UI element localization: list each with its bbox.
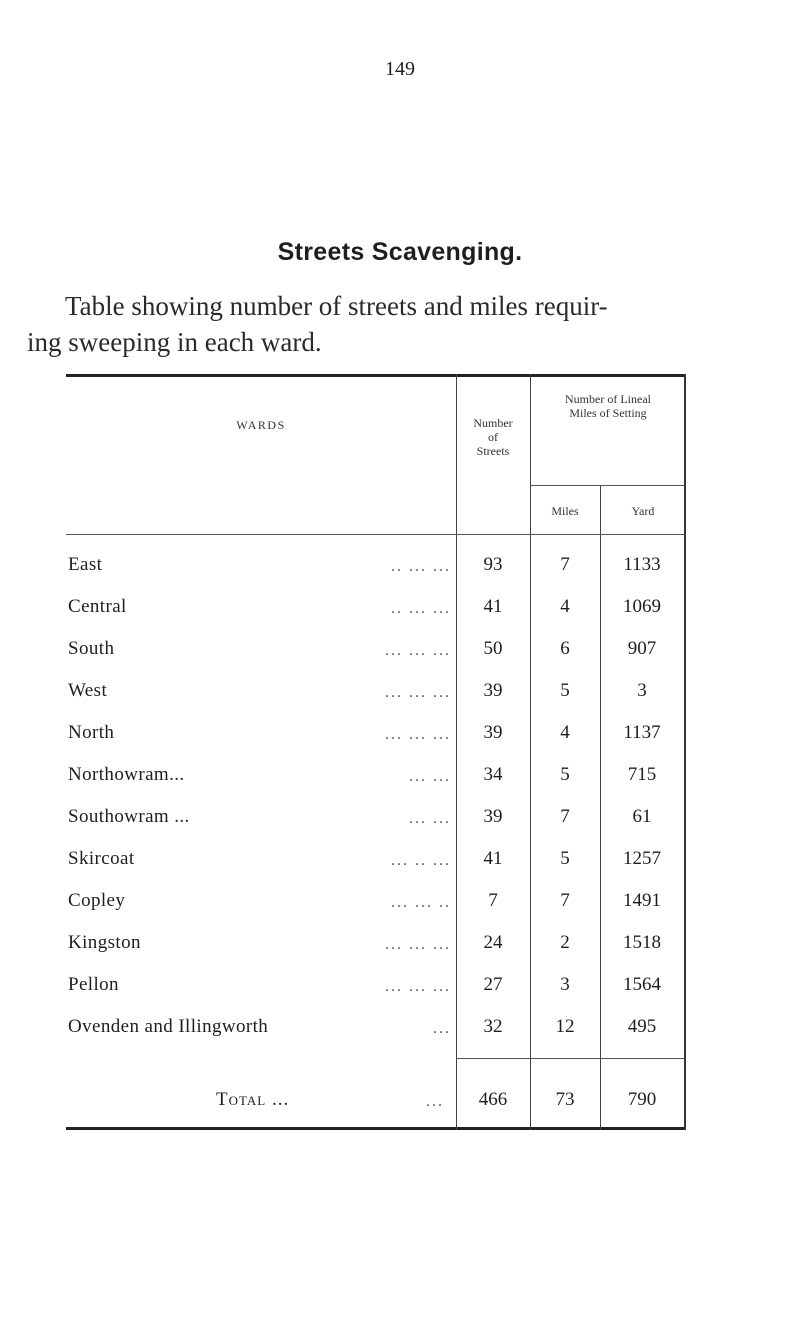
streets-count: 50 xyxy=(483,638,503,659)
ward-name: Copley xyxy=(68,890,126,911)
leader-dots: ... .. ... xyxy=(391,852,451,869)
streets-count: 39 xyxy=(483,680,503,701)
yards-value: 3 xyxy=(637,680,647,701)
miles-value: 7 xyxy=(560,554,570,575)
table-row xyxy=(66,638,686,678)
page-title: Streets Scavenging. xyxy=(277,238,523,266)
lineal-header-line: Miles of Setting xyxy=(569,406,647,420)
total-label: Total ... xyxy=(216,1089,290,1110)
yards-value: 907 xyxy=(627,638,657,659)
yards-value: 1564 xyxy=(623,974,661,995)
ward-name: Southowram ... xyxy=(68,806,190,827)
streets-count: 41 xyxy=(483,848,503,869)
total-rule xyxy=(456,1058,686,1059)
yards-value: 1137 xyxy=(623,722,661,743)
streets-header-line: Streets xyxy=(476,444,510,458)
miles-value: 4 xyxy=(560,596,570,617)
wards-header: WARDS xyxy=(236,418,286,432)
total-yards: 790 xyxy=(627,1089,657,1110)
streets-count: 39 xyxy=(483,806,503,827)
streets-header xyxy=(456,416,530,458)
yards-value: 1133 xyxy=(623,554,661,575)
ward-name: West xyxy=(68,680,108,701)
miles-value: 2 xyxy=(560,932,570,953)
streets-header-line: Number xyxy=(473,416,513,430)
yards-value: 715 xyxy=(627,764,657,785)
miles-value: 4 xyxy=(560,722,570,743)
ward-name: Kingston xyxy=(68,932,141,953)
table-row xyxy=(66,806,686,846)
streets-count: 34 xyxy=(483,764,503,785)
intro-line-1: Table showing number of streets and miles requir- xyxy=(65,291,608,321)
streets-count: 32 xyxy=(483,1016,503,1037)
miles-value: 6 xyxy=(560,638,570,659)
leader-dots: ... ... .. xyxy=(391,894,451,911)
leader-dots: ... xyxy=(426,1093,444,1110)
table-row xyxy=(66,1016,686,1056)
table-row xyxy=(66,974,686,1014)
leader-dots: ... ... ... xyxy=(385,684,451,701)
leader-dots: ... ... xyxy=(409,768,451,785)
table-row xyxy=(66,764,686,804)
ward-name: East xyxy=(68,554,103,575)
streets-count: 93 xyxy=(483,554,503,575)
ward-name: Pellon xyxy=(68,974,119,995)
ward-name: North xyxy=(68,722,115,743)
yards-value: 1069 xyxy=(623,596,661,617)
ward-name: South xyxy=(68,638,115,659)
miles-header: Miles xyxy=(551,504,579,518)
leader-dots: ... ... ... xyxy=(385,642,451,659)
leader-dots: .. ... ... xyxy=(391,558,451,575)
miles-value: 5 xyxy=(560,680,570,701)
total-miles: 73 xyxy=(555,1089,575,1110)
total-streets: 466 xyxy=(478,1089,508,1110)
yards-value: 61 xyxy=(632,806,652,827)
streets-count: 27 xyxy=(483,974,503,995)
streets-count: 7 xyxy=(488,890,498,911)
intro-line-2: ing sweeping in each ward. xyxy=(27,327,322,357)
miles-value: 12 xyxy=(555,1016,575,1037)
ward-name: Skircoat xyxy=(68,848,135,869)
yard-header: Yard xyxy=(631,504,655,518)
header-rule xyxy=(66,534,686,535)
streets-count: 24 xyxy=(483,932,503,953)
table-row xyxy=(66,680,686,720)
streets-table xyxy=(66,374,686,1130)
streets-header-line: of xyxy=(488,430,498,444)
ward-name: Northowram... xyxy=(68,764,185,785)
leader-dots: ... ... ... xyxy=(385,978,451,995)
streets-count: 39 xyxy=(483,722,503,743)
miles-value: 7 xyxy=(560,806,570,827)
leader-dots: ... ... xyxy=(409,810,451,827)
ward-name: Central xyxy=(68,596,127,617)
ward-name: Ovenden and Illingworth xyxy=(68,1016,269,1037)
miles-value: 5 xyxy=(560,848,570,869)
leader-dots: ... xyxy=(433,1020,451,1037)
miles-value: 3 xyxy=(560,974,570,995)
yards-value: 1257 xyxy=(623,848,661,869)
total-row xyxy=(66,1089,686,1129)
table-row xyxy=(66,848,686,888)
table-top-rule xyxy=(66,374,686,377)
miles-value: 7 xyxy=(560,890,570,911)
yards-value: 495 xyxy=(627,1016,657,1037)
table-row xyxy=(66,932,686,972)
leader-dots: .. ... ... xyxy=(391,600,451,617)
lineal-miles-header xyxy=(530,392,686,420)
streets-count: 41 xyxy=(483,596,503,617)
table-row xyxy=(66,596,686,636)
page-number: 149 xyxy=(385,58,415,80)
miles-value: 5 xyxy=(560,764,570,785)
table-row xyxy=(66,890,686,930)
leader-dots: ... ... ... xyxy=(385,726,451,743)
yards-value: 1518 xyxy=(623,932,661,953)
intro-paragraph xyxy=(27,288,745,360)
table-row xyxy=(66,722,686,762)
header-subdivider xyxy=(530,485,686,486)
table-row xyxy=(66,554,686,594)
lineal-header-line: Number of Lineal xyxy=(565,392,651,406)
leader-dots: ... ... ... xyxy=(385,936,451,953)
yards-value: 1491 xyxy=(623,890,661,911)
